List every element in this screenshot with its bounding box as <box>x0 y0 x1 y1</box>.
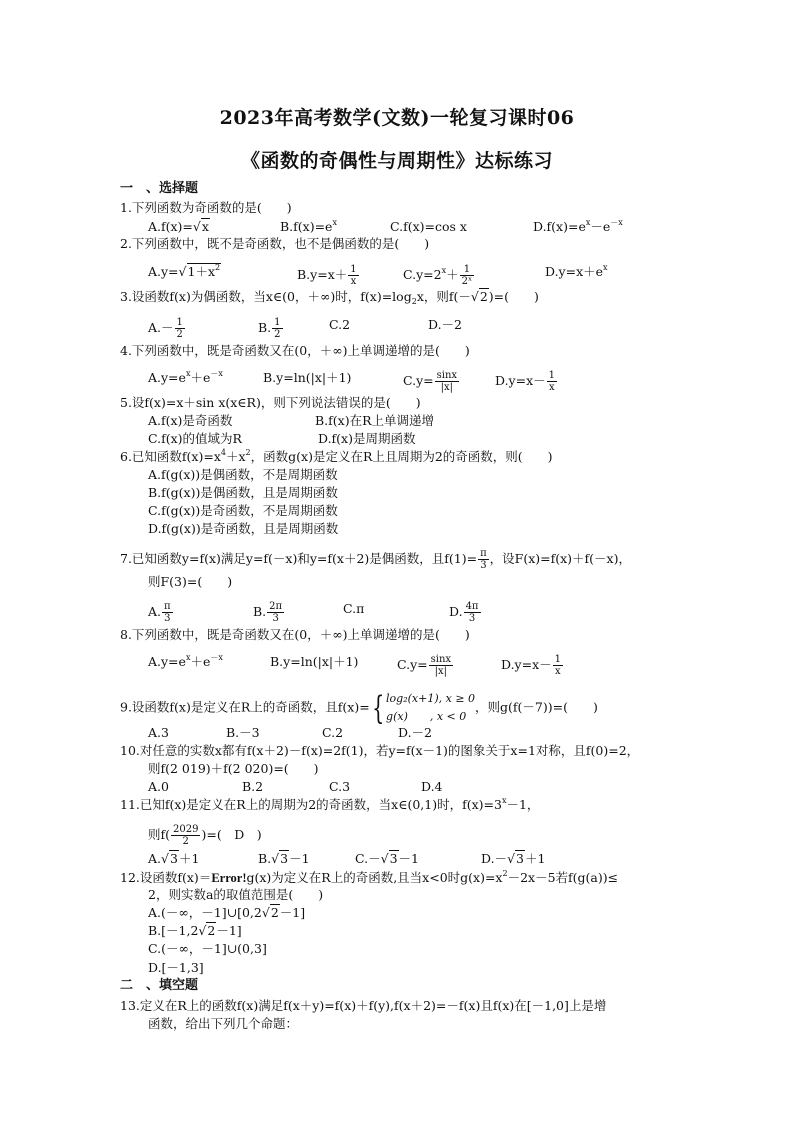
question-5-option-b: B.f(x)在R上单调递增 <box>315 413 435 428</box>
question-12-option-a: A.(－∞，－1]∪[0,2√2－1] <box>148 905 306 920</box>
question-2-option-a: $A.y=√1+x^2$ <box>148 263 221 279</box>
question-6-option-b: B.f(g(x))是偶函数，且是周期函数 <box>148 485 338 500</box>
question-12-stem-continued: 2，则实数a的取值范围是( ) <box>148 887 324 902</box>
question-6-stem: 6.已知函数$f(x)=x^4+x^2$，函数g(x)是定义在R上且周期为2的奇函数，则( ) <box>120 448 553 464</box>
question-9-option-c: C.2 <box>322 725 344 740</box>
document-title: 2023年高考数学(文数)一轮复习课时06 <box>219 107 575 129</box>
question-10-option-d: D.4 <box>421 779 443 794</box>
question-5-option-d: D.f(x)是周期函数 <box>318 431 416 446</box>
question-11-stem-continued: 则f( $\frac{2029}{2}$ )=( D ) <box>148 824 262 847</box>
question-5-option-c: C.f(x)的值域为R <box>148 431 242 446</box>
question-7-option-a: A. $\frac{\pi}{3}$ <box>148 601 171 624</box>
question-3-option-a: A.－ $\frac{1}{2}$ <box>148 317 183 340</box>
question-12-stem: 12.设函数f(x)＝Error!g(x)为定义在R上的奇函数,且当x<0时$g(x)=x^2-2x-5$若f(g(a))≤ <box>120 869 619 885</box>
question-8-option-c: C.y= $\frac{\sin x}{|x|}$ <box>397 654 452 677</box>
question-1-option-a: A.f(x)=√x <box>148 219 209 234</box>
question-9-stem: 9.设函数f(x)是定义在R上的奇函数，且f(x)={ log₂(x+1), x ≥ 0 g(x) , x < 0 ，则g(f(－7))=( ) <box>120 689 598 727</box>
question-11-option-c: C.－√3－1 <box>355 851 419 866</box>
question-11-option-a: A.√3＋1 <box>148 851 200 866</box>
question-8-stem: 8.下列函数中，既是奇函数又在(0，＋∞)上单调递增的是( ) <box>120 627 470 642</box>
question-12-option-d: D.[－1,3] <box>148 960 204 975</box>
question-10-option-c: C.3 <box>329 779 351 794</box>
question-4-option-c: C.y= $\frac{\sin x}{|x|}$ <box>403 370 458 393</box>
question-1-option-c: C.f(x)=cos x <box>390 219 467 234</box>
document-subtitle: 《函数的奇偶性与周期性》达标练习 <box>240 150 553 172</box>
question-2-stem: 2.下列函数中，既不是奇函数，也不是偶函数的是( ) <box>120 236 430 251</box>
question-3-stem: 3.设函数f(x)为偶函数，当x∈(0，＋∞)时，$f(x)=\log_2x$，则f(－√2)=( ) <box>120 289 539 306</box>
question-10-option-b: B.2 <box>242 779 264 794</box>
question-2-option-c: $C.y=2^x+$ $\frac{1}{\text{2ˣ}}$ <box>403 264 473 287</box>
question-5-option-a: A.f(x)是奇函数 <box>148 413 233 428</box>
question-11-option-b: B.√3－1 <box>258 851 310 866</box>
question-3-option-b: B. $\frac{1}{2}$ <box>258 317 281 340</box>
question-1-option-d: $D.f(x)=e^x-e^{-x}$ <box>533 218 623 234</box>
question-1-stem: 1.下列函数为奇函数的是( ) <box>120 200 292 215</box>
question-9-option-d: D.－2 <box>398 725 433 740</box>
question-9-option-b: B.－3 <box>226 725 260 740</box>
question-12-option-b: B.[－1,2√2－1] <box>148 923 242 938</box>
section-heading-choice: 一 、选择题 <box>120 181 199 196</box>
question-12-option-c: C.(－∞，－1]∪(0,3] <box>148 941 267 956</box>
question-13-stem-continued: 函数，给出下列几个命题： <box>148 1016 299 1031</box>
question-4-option-a: $A.y=e^x+e^{-x}$ <box>148 369 223 385</box>
question-7-option-c: C.π <box>343 601 365 616</box>
question-8-option-a: $A.y=e^x+e^{-x}$ <box>148 653 223 669</box>
question-10-stem-continued: 则f(2 019)＋f(2 020)=( ) <box>148 761 319 776</box>
question-6-option-d: D.f(g(x))是奇函数，且是周期函数 <box>148 521 339 536</box>
question-4-stem: 4.下列函数中，既是奇函数又在(0，＋∞)上单调递增的是( ) <box>120 343 470 358</box>
question-7-option-d: D. $\frac{4\pi}{3}$ <box>449 601 479 624</box>
question-7-stem-continued: 则F(3)=( ) <box>148 574 233 589</box>
question-7-option-b: B. $\frac{2\pi}{3}$ <box>253 601 283 624</box>
question-5-stem: 5.设f(x)=x＋sin x(x∈R)，则下列说法错误的是( ) <box>120 395 421 410</box>
question-3-option-d: D.－2 <box>428 317 463 332</box>
question-13-stem: 13.定义在R上的函数f(x)满足f(x＋y)=f(x)＋f(y),f(x＋2)=－f(x)且f(x)在[－1,0]上是增 <box>120 998 607 1013</box>
question-4-option-d: D.y=x－ $\frac{1}{x}$ <box>495 370 556 393</box>
question-4-option-b: B.y=ln(|x|＋1) <box>263 370 352 385</box>
question-11-option-d: D.－√3＋1 <box>481 851 546 866</box>
question-10-option-a: A.0 <box>148 779 169 794</box>
question-1-option-b: $B.f(x)=e^x$ <box>280 218 337 234</box>
question-8-option-b: B.y=ln(|x|＋1) <box>270 654 359 669</box>
question-6-option-a: A.f(g(x))是偶函数，不是周期函数 <box>148 467 338 482</box>
question-8-option-d: D.y=x－ $\frac{1}{x}$ <box>501 654 562 677</box>
question-3-option-c: C.2 <box>329 317 351 332</box>
question-6-option-c: C.f(g(x))是奇函数，不是周期函数 <box>148 503 338 518</box>
section-heading-fill: 二 、填空题 <box>120 978 199 993</box>
question-7-stem: 7.已知函数y=f(x)满足y=f(－x)和y=f(x＋2)是偶函数，且f(1)= $\frac{\pi}{3}$ ，设F(x)=f(x)＋f(－x)， <box>120 548 631 571</box>
question-11-stem: 11.已知f(x)是定义在R上的周期为2的奇函数，当x∈(0,1)时，$f(x)=3^x-1$， <box>120 796 540 812</box>
question-10-stem: 10.对任意的实数x都有f(x＋2)－f(x)=2f(1)，若y=f(x－1)的图象关于x=1对称，且f(0)=2， <box>120 743 640 758</box>
question-2-option-d: $D.y=x+e^x$ <box>545 263 608 279</box>
question-2-option-b: B.y=x＋ $\frac{1}{x}$ <box>297 264 357 287</box>
question-9-option-a: A.3 <box>148 725 169 740</box>
